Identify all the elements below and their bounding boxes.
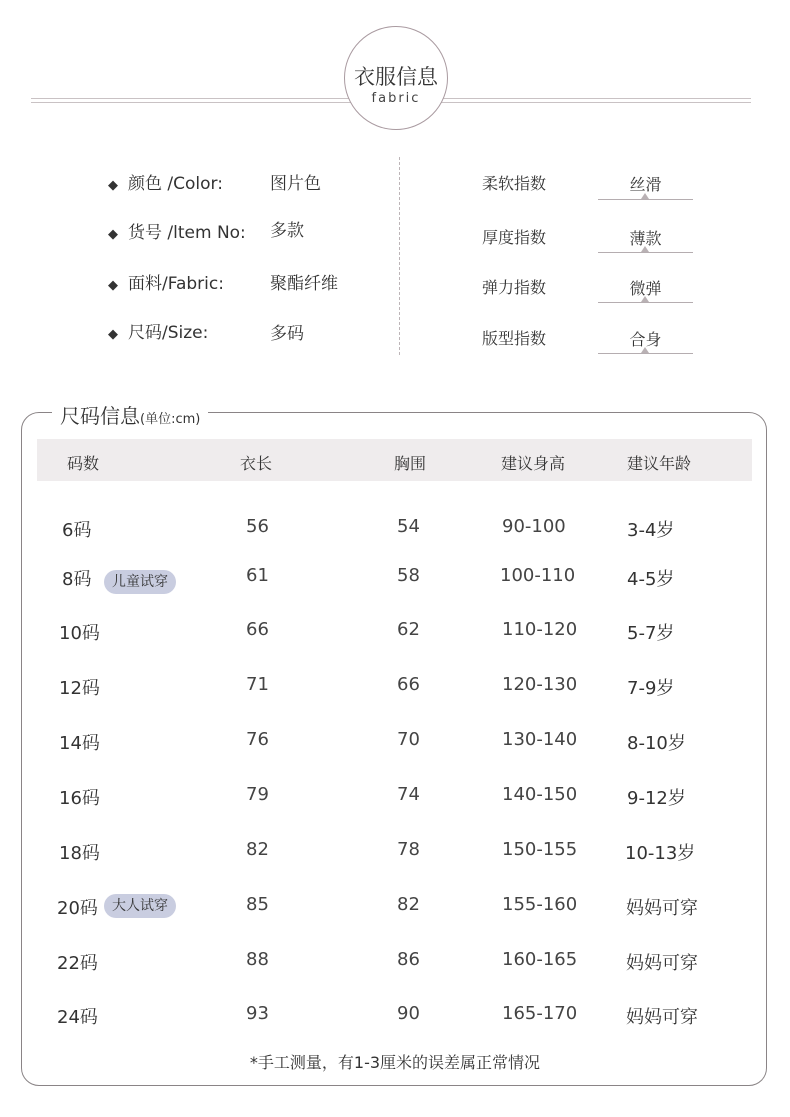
- index-scale-line: [598, 302, 693, 303]
- index-label-elasticity: 弹力指数: [482, 278, 547, 297]
- size-section-heading: 尺码信息: [60, 404, 140, 428]
- cell-age: 4-5岁: [627, 569, 675, 590]
- info-label: 尺码/Size:: [128, 323, 209, 343]
- fit-tag: 儿童试穿: [104, 570, 176, 594]
- info-item-color: [108, 169, 223, 193]
- diamond-bullet-icon: ◆: [108, 227, 118, 242]
- cell-size: 14码: [59, 733, 100, 754]
- cell-size: 22码: [57, 953, 98, 974]
- index-value-elasticity: 微弹: [629, 279, 662, 298]
- info-value-size: 多码: [270, 324, 304, 344]
- info-divider: [399, 157, 400, 355]
- cell-height: 150-155: [502, 839, 578, 860]
- cell-height: 160-165: [502, 949, 578, 970]
- header-age: 建议年龄: [627, 454, 692, 473]
- cell-height: 140-150: [502, 784, 578, 805]
- info-item-item-no: [108, 218, 246, 242]
- table-row: [0, 619, 790, 649]
- cell-height: 130-140: [502, 729, 578, 750]
- header-height: 建议身高: [501, 454, 566, 473]
- cell-length: 61: [246, 565, 269, 586]
- cell-length: 93: [246, 1003, 269, 1024]
- cell-age: 9-12岁: [627, 788, 686, 809]
- cell-length: 85: [246, 894, 269, 915]
- cell-height: 165-170: [502, 1003, 578, 1024]
- index-value-fit: 合身: [629, 330, 662, 349]
- cell-length: 82: [246, 839, 269, 860]
- cell-chest: 66: [397, 674, 420, 695]
- cell-height: 110-120: [502, 619, 578, 640]
- diamond-bullet-icon: ◆: [108, 178, 118, 193]
- header-size: 码数: [67, 454, 100, 473]
- info-value-color: 图片色: [270, 174, 321, 194]
- table-row: [0, 674, 790, 704]
- size-section-unit: (单位:cm): [140, 412, 201, 427]
- cell-chest: 62: [397, 619, 420, 640]
- cell-size: 20码: [57, 898, 98, 919]
- cell-length: 56: [246, 516, 269, 537]
- cell-age: 5-7岁: [627, 623, 675, 644]
- cell-age: 10-13岁: [625, 843, 696, 864]
- header-title: 衣服信息: [354, 65, 438, 89]
- cell-chest: 82: [397, 894, 420, 915]
- cell-length: 88: [246, 949, 269, 970]
- cell-size: 18码: [59, 843, 100, 864]
- index-label-thickness: 厚度指数: [482, 228, 547, 247]
- index-label-fit: 版型指数: [482, 329, 547, 348]
- fit-tag: 大人试穿: [104, 894, 176, 918]
- cell-chest: 74: [397, 784, 420, 805]
- cell-chest: 86: [397, 949, 420, 970]
- cell-length: 79: [246, 784, 269, 805]
- table-row: [0, 839, 790, 869]
- cell-size: 16码: [59, 788, 100, 809]
- cell-chest: 58: [397, 565, 420, 586]
- header-chest: 胸围: [394, 454, 427, 473]
- table-row: [0, 894, 790, 924]
- cell-chest: 70: [397, 729, 420, 750]
- cell-size: 24码: [57, 1007, 98, 1028]
- info-value-fabric: 聚酯纤维: [270, 274, 338, 294]
- info-value-item-no: 多款: [270, 221, 304, 241]
- header-badge: [344, 26, 448, 130]
- cell-size: 12码: [59, 678, 100, 699]
- cell-age: 3-4岁: [627, 520, 675, 541]
- table-row: [0, 516, 790, 546]
- info-item-size: [108, 318, 208, 342]
- diamond-bullet-icon: ◆: [108, 278, 118, 293]
- cell-height: 90-100: [502, 516, 566, 537]
- cell-size: 8码: [62, 569, 92, 590]
- table-row: [0, 565, 790, 595]
- info-label: 货号 /ltem No:: [128, 223, 246, 243]
- cell-length: 66: [246, 619, 269, 640]
- cell-chest: 78: [397, 839, 420, 860]
- index-value-thickness: 薄款: [629, 229, 662, 248]
- cell-size: 6码: [62, 520, 92, 541]
- cell-height: 120-130: [502, 674, 578, 695]
- size-table-header: [37, 439, 752, 481]
- cell-length: 76: [246, 729, 269, 750]
- header-subtitle: fabric: [371, 91, 421, 106]
- index-scale-line: [598, 252, 693, 253]
- cell-age: 7-9岁: [627, 678, 675, 699]
- info-label: 颜色 /Color:: [128, 174, 223, 194]
- info-item-fabric: [108, 269, 224, 293]
- header-length: 衣长: [240, 454, 273, 473]
- index-value-softness: 丝滑: [629, 175, 662, 194]
- index-scale-line: [598, 199, 693, 200]
- cell-chest: 54: [397, 516, 420, 537]
- info-label: 面料/Fabric:: [128, 274, 224, 294]
- cell-height: 155-160: [502, 894, 578, 915]
- cell-height: 100-110: [500, 565, 576, 586]
- measurement-note: *手工测量，有1-3厘米的误差属正常情况: [249, 1053, 541, 1072]
- table-row: [0, 1003, 790, 1033]
- size-section-title: [52, 400, 208, 429]
- table-row: [0, 784, 790, 814]
- cell-age: 8-10岁: [627, 733, 686, 754]
- diamond-bullet-icon: ◆: [108, 327, 118, 342]
- cell-age: 妈妈可穿: [626, 898, 698, 919]
- cell-chest: 90: [397, 1003, 420, 1024]
- index-scale-line: [598, 353, 693, 354]
- index-label-softness: 柔软指数: [482, 174, 547, 193]
- table-row: [0, 949, 790, 979]
- cell-age: 妈妈可穿: [626, 953, 698, 974]
- cell-age: 妈妈可穿: [626, 1007, 698, 1028]
- cell-length: 71: [246, 674, 269, 695]
- cell-size: 10码: [59, 623, 100, 644]
- table-row: [0, 729, 790, 759]
